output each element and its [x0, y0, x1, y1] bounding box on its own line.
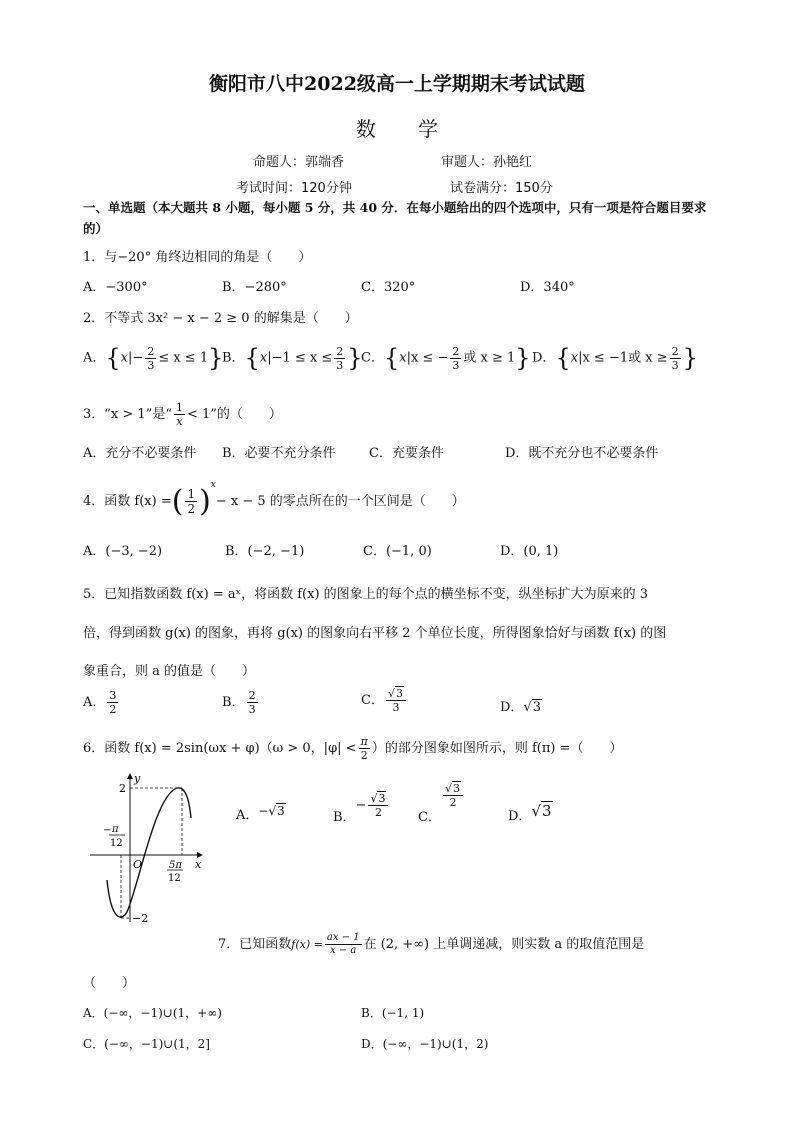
q2-option-d: D．{x|x ≤ −1或 x ≥ $\frac{2}{3}$ }: [532, 344, 698, 372]
y-axis-label: y: [134, 772, 141, 785]
q1-option-d: D．340°: [520, 280, 575, 295]
q6-sine-graph: [85, 770, 210, 926]
exam-title: 衡阳市八中2022级高一上学期期末考试试题: [209, 73, 585, 95]
q5-line2: 倍，得到函数 g(x) 的图象，再将 g(x) 的图象向右平移 2 个单位长度，所得图象恰好与函数 f(x) 的图: [83, 626, 667, 641]
q4-stem: 4．函数 f(x) =( $\frac{1}{2}$ )$^x$− x − 5 的零点所在的一个区间是（ ）: [83, 480, 465, 519]
y-min-label: −2: [132, 912, 149, 925]
q5-option-b: B． $\frac{2}{3}$: [222, 689, 256, 716]
y-max-label: 2: [119, 782, 126, 795]
q5-line3: 象重合，则 a 的值是（ ）: [83, 664, 256, 679]
q4-option-b: B．(−2, −1): [225, 544, 305, 559]
q1-stem: 1．与−20° 角终边相同的角是（ ）: [83, 250, 312, 265]
q2-stem: 2．不等式 3x² − x − 2 ≥ 0 的解集是（ ）: [83, 311, 358, 326]
q1-option-b: B．−280°: [222, 280, 287, 295]
q6-stem: 6．函数 f(x) = 2sin(ωx + φ)（ω > 0，|φ| < $\frac{\pi}{2}$ ）的部分图象如图所示，则 f(π) =（ ）: [83, 735, 623, 762]
q7-answer-paren: （ ）: [83, 976, 136, 991]
x-right-num: 5π: [169, 860, 182, 871]
q6-option-c: C． $\frac{√3}{2}$: [418, 783, 465, 825]
q6-option-d: D．√3: [508, 802, 552, 824]
q7-option-a: A．(−∞，−1)∪(1，+∞): [83, 1006, 222, 1020]
q7-option-d: D．(−∞，−1)∪(1，2): [361, 1037, 489, 1051]
exam-time: 考试时间：120分钟: [236, 181, 352, 196]
q7-option-b: B．(−1, 1): [361, 1006, 425, 1020]
q5-option-c: C． $\frac{√3}{3}$: [361, 688, 408, 713]
exam-score: 试卷满分：150分: [450, 181, 553, 196]
q3-option-a: A．充分不必要条件: [83, 446, 197, 461]
x-left-sign: −: [103, 825, 112, 836]
q7-option-c: C．(−∞，−1)∪(1，2]: [83, 1037, 210, 1051]
q5-line1: 5．已知指数函数 f(x) = aˣ，将函数 f(x) 的图象上的每个点的横坐标不变，纵坐标扩大为原来的 3: [83, 587, 649, 602]
origin-label: O: [133, 858, 143, 871]
q1-option-c: C．320°: [361, 280, 416, 295]
x-axis-label: x: [195, 858, 202, 871]
q7-stem: 7．已知函数f(x) = $\frac{ax - 1}{x - a}$ 在 (2, +∞) 上单调递减，则实数 a 的取值范围是: [218, 932, 645, 956]
setter-label: 命题人：郭端香: [253, 155, 345, 170]
q4-option-c: C．(−1, 0): [363, 544, 432, 559]
q5-option-a: A． $\frac{3}{2}$: [83, 689, 117, 716]
x-left-den: 12: [110, 838, 123, 849]
y-axis-arrow: [127, 773, 133, 779]
q2-option-a: A．{x|− $\frac{2}{3}$ ≤ x ≤ 1}: [83, 344, 224, 372]
q6-option-a: A．−√3: [236, 804, 285, 823]
sine-curve: [107, 788, 191, 917]
x-right-den: 12: [168, 873, 181, 884]
x-left-num: π: [112, 824, 119, 835]
exam-subject: 数 学: [355, 117, 457, 141]
section-heading: 一、单选题（本大题共 8 小题，每小题 5 分，共 40 分．在每小题给出的四个选项中，只有一项是符合题目要求的）: [83, 200, 707, 236]
q5-option-d: D．√3: [500, 700, 542, 715]
q4-option-d: D．(0, 1): [500, 544, 559, 559]
reviewer-label: 审题人：孙艳红: [441, 155, 533, 170]
q2-option-b: B．{x|−1 ≤ x ≤ $\frac{2}{3}$ }: [222, 344, 363, 372]
q6-option-b: B．− $\frac{√3}{2}$: [333, 793, 390, 825]
q3-stem: 3．“x > 1”是“ $\frac{1}{x}$ < 1”的（ ）: [83, 401, 282, 428]
q2-option-c: C．{x|x ≤ − $\frac{2}{3}$ 或 x ≥ 1}: [361, 344, 531, 372]
q1-option-a: A．−300°: [83, 280, 148, 295]
q3-option-c: C．充要条件: [369, 446, 444, 461]
q4-option-a: A．(−3, −2): [83, 544, 163, 559]
q3-option-d: D．既不充分也不必要条件: [505, 446, 659, 461]
q3-option-b: B．必要不充分条件: [222, 446, 336, 461]
